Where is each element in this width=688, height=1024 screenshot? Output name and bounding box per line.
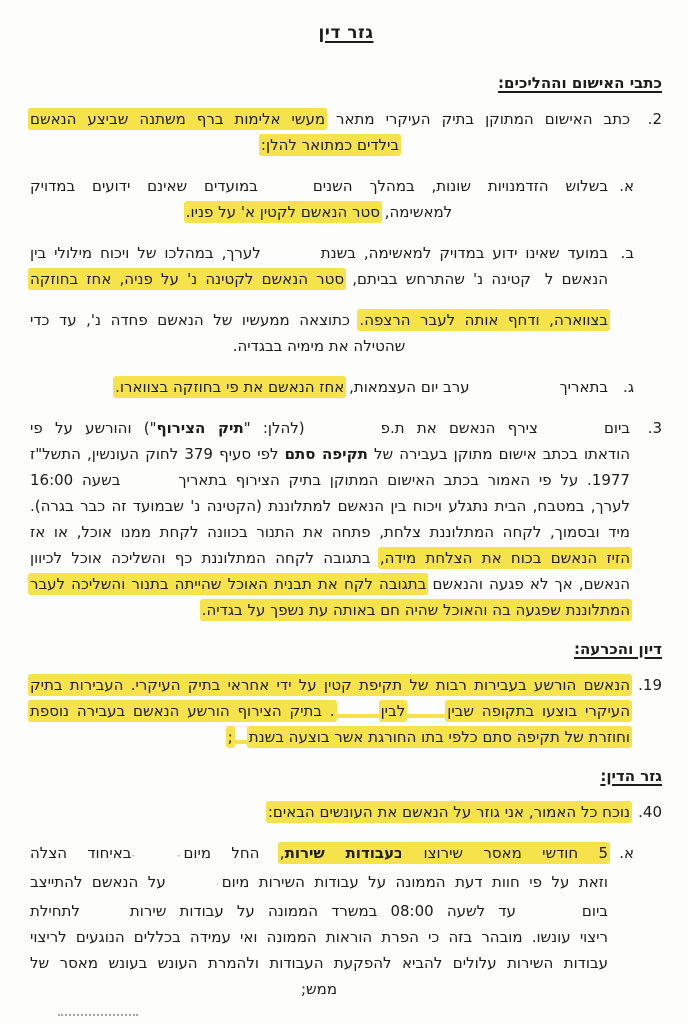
document-body xyxy=(30,72,662,1002)
document-title xyxy=(30,20,662,46)
highlighted-text: המתלוננת שפגעה בה והאוכל שהיה חם באותה עת נשפך על בגדיה. xyxy=(201,601,630,619)
paragraph-number: 40. xyxy=(638,803,662,821)
highlighted-text: נוכח כל האמור, אני גוזר על הנאשם את העונשים הבאים: xyxy=(267,803,630,821)
highlighted-text: ; xyxy=(227,728,233,746)
highlighted-text: הנאשם הורשע בעבירות רבות של תקיפת קטין על ידי אחראי בתיק העיקרי. העבירות בתיק xyxy=(30,676,630,694)
paragraph xyxy=(30,307,634,359)
paragraph-lines xyxy=(30,106,630,158)
text-line xyxy=(30,924,608,950)
document-text: צירף הנאשם את ת.פ xyxy=(380,419,538,437)
paragraph-lines xyxy=(30,415,630,623)
document-text: וזאת על פי חוות דעת הממונה על עבודות השירות מיום xyxy=(221,873,608,891)
highlighted-text: אחז הנאשם את פי בחוזקה בצווארו. xyxy=(115,378,345,396)
document-text: ממש; xyxy=(300,980,338,998)
document-text: ") והורשע על פי xyxy=(30,419,157,437)
document-text: הנאשם ל xyxy=(544,270,608,288)
highlighted-text: מעשי אלימות ברף משתנה שביצע הנאשם xyxy=(30,110,326,128)
highlighted-text: 5 חודשי מאסר שירוצו xyxy=(403,844,608,862)
text-line xyxy=(30,266,608,292)
text-line xyxy=(30,840,608,869)
redacted-gap: - - xyxy=(131,851,184,861)
text-line xyxy=(30,374,608,400)
text-line xyxy=(30,467,630,493)
paragraph-lines xyxy=(30,173,608,225)
signature-dotted-line xyxy=(58,1014,138,1016)
document-text: בשלוש הזדמנויות שונות, במהלך השנים xyxy=(312,177,608,195)
text-line xyxy=(30,672,630,698)
document-text: עד לשעה 08:00 במשרד הממונה על עבודות שירות xyxy=(129,902,516,920)
text-line xyxy=(30,950,608,976)
highlighted-text: בצווארה, ודחף אותה לעבר הרצפה. xyxy=(359,311,608,329)
section-heading-text: דיון והכרעה: xyxy=(573,640,662,658)
section-heading xyxy=(30,765,662,787)
highlighted-text: בילדים כמתואר להלן: xyxy=(260,136,400,154)
paragraph xyxy=(30,106,662,158)
text-line xyxy=(30,199,608,225)
document-text: בשעה 16:00 xyxy=(30,471,121,489)
redacted-gap: · xyxy=(215,880,222,890)
document-text: לערך, במטבח, הבית נתגלע ויכוח בין הנאשם למתלוננת (הקטינה נ' שבמועד זה כבר בגרה). xyxy=(30,497,630,515)
section-heading-text: כתבי האישום וההליכים: xyxy=(498,74,662,92)
paragraph-lines xyxy=(30,672,630,750)
paragraph-number: 19. xyxy=(638,676,662,694)
text-line xyxy=(30,571,630,597)
highlighted-text: לבין xyxy=(380,702,406,720)
section-heading-text: גזר הדין: xyxy=(600,767,662,785)
paragraph-lines xyxy=(30,307,608,359)
document-text: לערך, במהלכו של ויכוח מילולי בין xyxy=(30,244,261,262)
document-text: קטינה נ' שהתרחש בביתם, xyxy=(344,270,531,288)
paragraph-lines xyxy=(30,374,608,400)
paragraph xyxy=(30,840,634,1002)
text-line xyxy=(30,976,608,1002)
document-text: כתב האישום המתוקן בתיק העיקרי מתאר xyxy=(325,110,631,128)
paragraph xyxy=(30,799,662,825)
document-text: ביום xyxy=(581,902,608,920)
text-line xyxy=(30,173,608,199)
paragraph-lines xyxy=(30,840,608,1002)
paragraph xyxy=(30,415,662,623)
text-line xyxy=(30,240,608,266)
document-text: (להלן: " xyxy=(243,419,305,437)
highlighted-text: בתגובה לקח את תבנית האוכל שהייתה בתנור והשליכה לעבר xyxy=(30,575,427,593)
paragraph xyxy=(30,240,634,292)
text-line xyxy=(30,493,630,519)
document-text: באיחוד הצלה xyxy=(30,844,132,862)
text-line xyxy=(30,545,630,571)
section-heading xyxy=(30,72,662,94)
highlighted-text: סטר הנאשם לקטין א' על פניו. xyxy=(185,203,380,221)
paragraph-number: ב. xyxy=(620,244,634,262)
document-text: לפי סעיף 379 לחוק העונשין, התשל"ז xyxy=(30,445,285,463)
paragraph-lines xyxy=(30,240,608,292)
highlighted-text: וחוזרת של תקיפה סתם כלפי בתו החורגת אשר בוצעה בשנת xyxy=(248,728,630,746)
document-text: עבודות השירות עלולים להביא להפקעת העבודות ולהמרת העונש בעונש מאסר של xyxy=(30,954,608,972)
paragraph-number: 2. xyxy=(647,110,662,128)
document-text: תקיפה סתם xyxy=(284,445,368,463)
text-line xyxy=(30,799,630,825)
document-text: למאשימה, xyxy=(379,203,453,221)
paragraph xyxy=(30,672,662,750)
paragraph-number: 3. xyxy=(647,419,662,437)
paragraph-lines xyxy=(30,799,630,825)
document-text: החל מיום xyxy=(183,844,280,862)
document-text: מיד ובסמוך, לקחה המתלוננת צלחת, פתחה את התנור בכוונה לקחת ממנו אוכל, או אז xyxy=(30,523,630,541)
paragraph-number: ג. xyxy=(623,378,634,396)
text-line xyxy=(30,441,630,467)
highlighted-text: . בתיק הצירוף הורשע הנאשם בעבירה נוספת xyxy=(30,702,335,720)
document-text: על הנאשם להתייצב xyxy=(30,873,166,891)
paragraph-number xyxy=(608,307,634,359)
text-line xyxy=(30,698,630,724)
document-text: לתחילת xyxy=(30,902,80,920)
paragraph xyxy=(30,173,634,225)
document-text: כתוצאה ממעשיו של הנאשם פחדה נ', עד כדי xyxy=(30,311,360,329)
paragraph xyxy=(30,374,634,400)
document-title-text: גזר דין xyxy=(318,23,374,43)
section-heading xyxy=(30,638,662,660)
document-text: ביום xyxy=(603,419,631,437)
document-text: ריצוי עונשו. מובהר בזה כי הפרת הוראות הממונה ואי עמידה בכללים הנוגעים לריצוי xyxy=(30,928,608,946)
text-line xyxy=(30,724,630,750)
highlighted-text: בעבודות שירות xyxy=(284,844,404,862)
text-line xyxy=(30,132,630,158)
document-text: בתגובה לקחה המתלוננת כף והשליכה אוכל לכיוון xyxy=(30,549,380,567)
text-line xyxy=(30,307,608,333)
highlighted-text: סטר הנאשם לקטינה נ' על פניה, אחז בחוזקה xyxy=(30,270,345,288)
text-line xyxy=(30,519,630,545)
document-text: תיק הצירוף xyxy=(156,419,244,437)
document-text: בתאריך xyxy=(559,378,608,396)
highlighted-text: הזיז הנאשם בכוח את הצלחת מידה, xyxy=(379,549,630,567)
text-line xyxy=(30,869,608,898)
highlighted-text: , xyxy=(279,844,285,862)
document-text: הודאתו בכתב אישום מתוקן בעבירה של xyxy=(367,445,630,463)
text-line xyxy=(30,898,608,924)
document-text: 1977. על פי האמור בכתב האישום המתוקן בתיק הצירוף בתאריך xyxy=(178,471,630,489)
text-line xyxy=(30,333,608,359)
document-text: הנאשם, אך לא פגעה והנאשם xyxy=(426,575,630,593)
text-line xyxy=(30,415,630,441)
highlighted-text: העיקרי בוצעו בתקופה שבין xyxy=(447,702,630,720)
paragraph-number: א. xyxy=(619,844,634,862)
document-text: במועד שאינו ידוע במדויק למאשימה, בשנת xyxy=(320,244,609,262)
text-line xyxy=(30,597,630,623)
document-text: ערב יום העצמאות, xyxy=(344,378,470,396)
text-line xyxy=(30,106,630,132)
document-text: שהטילה את מימיה בבגדיה. xyxy=(232,337,406,355)
document-text: במועדים שאינם ידועים במדויק xyxy=(30,177,258,195)
paragraph-number: א. xyxy=(619,177,634,195)
